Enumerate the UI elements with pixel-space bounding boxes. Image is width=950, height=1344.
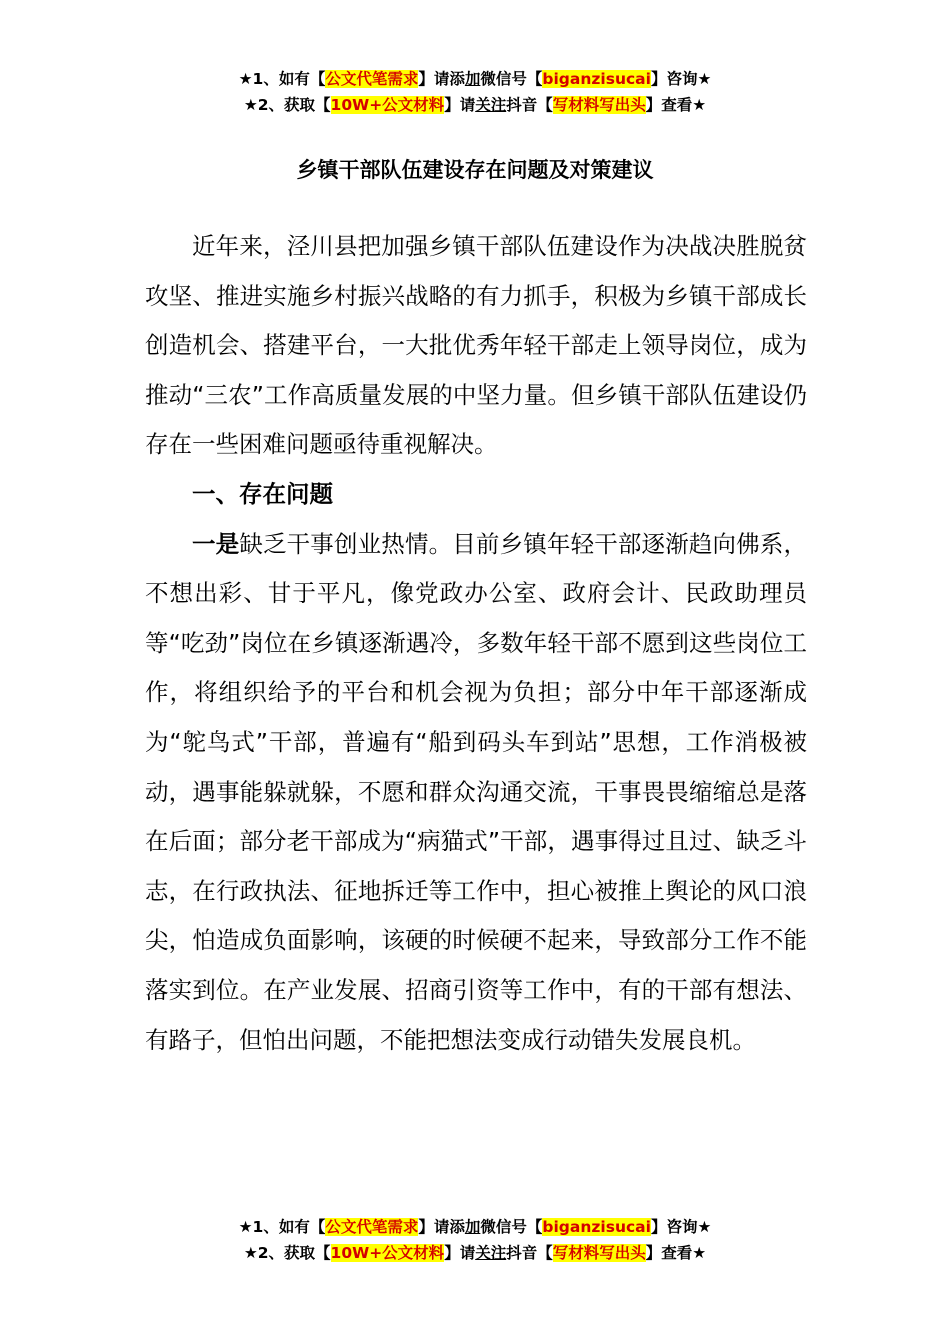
promo-banner-bottom (0, 1214, 950, 1266)
promo-line-1: ★1、如有【公文代笔需求】请添加微信号【biganzisucai】咨询★ (238, 1218, 712, 1236)
highlight-wechat-id: biganzisucai (542, 70, 651, 88)
section-heading: 一、存在问题 (192, 479, 333, 508)
highlight-wechat-id: biganzisucai (542, 1218, 651, 1236)
highlight-service: 公文代笔需求 (325, 1218, 419, 1236)
highlight-service: 公文代笔需求 (325, 70, 419, 88)
emph-char: 加 (464, 1218, 481, 1236)
intro-paragraph: 近年来，泾川县把加强乡镇干部队伍建设作为决战决胜脱贫攻坚、推进实施乡村振兴战略的有力抓手，积极为乡镇干部成长创造机会、搭建平台，一大批优秀年轻干部走上领导岗位，成为推动“三农”工作高质量发展的中坚力量。但乡镇干部队伍建设仍存在一些困难问题亟待重视解决。 (145, 232, 807, 459)
promo-line-1: ★1、如有【公文代笔需求】请添加微信号【biganzisucai】咨询★ (238, 70, 712, 88)
highlight-materials: 10W+公文材料 (330, 1244, 445, 1262)
highlight-douyin: 写材料写出头 (552, 96, 646, 114)
document-body (145, 222, 807, 1065)
highlight-materials: 10W+公文材料 (330, 96, 445, 114)
point-text: 缺乏干事创业热情。目前乡镇年轻干部逐渐趋向佛系，不想出彩、甘于平凡，像党政办公室、政府会计、民政助理员等“吃劲”岗位在乡镇逐渐遇冷，多数年轻干部不愿到这些岗位工作，将组织给予的平台和机会视为负担；部分中年干部逐渐成为“鸵鸟式”干部，普遍有“船到码头车到站”思想，工作消极被动，遇事能躲就躲，不愿和群众沟通交流，干事畏畏缩缩总是落在后面；部分老干部成为“病猫式”干部，遇事得过且过、缺乏斗志，在行政执法、征地拆迁等工作中，担心被推上舆论的风口浪尖，怕造成负面影响，该硬的时候硬不起来，导致部分工作不能落实到位。在产业发展、招商引资等工作中，有的干部有想法、有路子，但怕出问题，不能把想法变成行动错失发展良机。 (145, 529, 808, 1054)
point-lead: 一是 (192, 529, 240, 558)
promo-line-2: ★2、获取【10W+公文材料】请关注抖音【写材料写出头】查看★ (243, 96, 707, 114)
highlight-douyin: 写材料写出头 (552, 1244, 646, 1262)
document-title: 乡镇干部队伍建设存在问题及对策建议 (296, 158, 654, 182)
promo-line-2: ★2、获取【10W+公文材料】请关注抖音【写材料写出头】查看★ (243, 1244, 707, 1262)
point-paragraph (145, 520, 807, 1066)
promo-banner-top (0, 66, 950, 118)
emph-char: 加 (464, 70, 481, 88)
